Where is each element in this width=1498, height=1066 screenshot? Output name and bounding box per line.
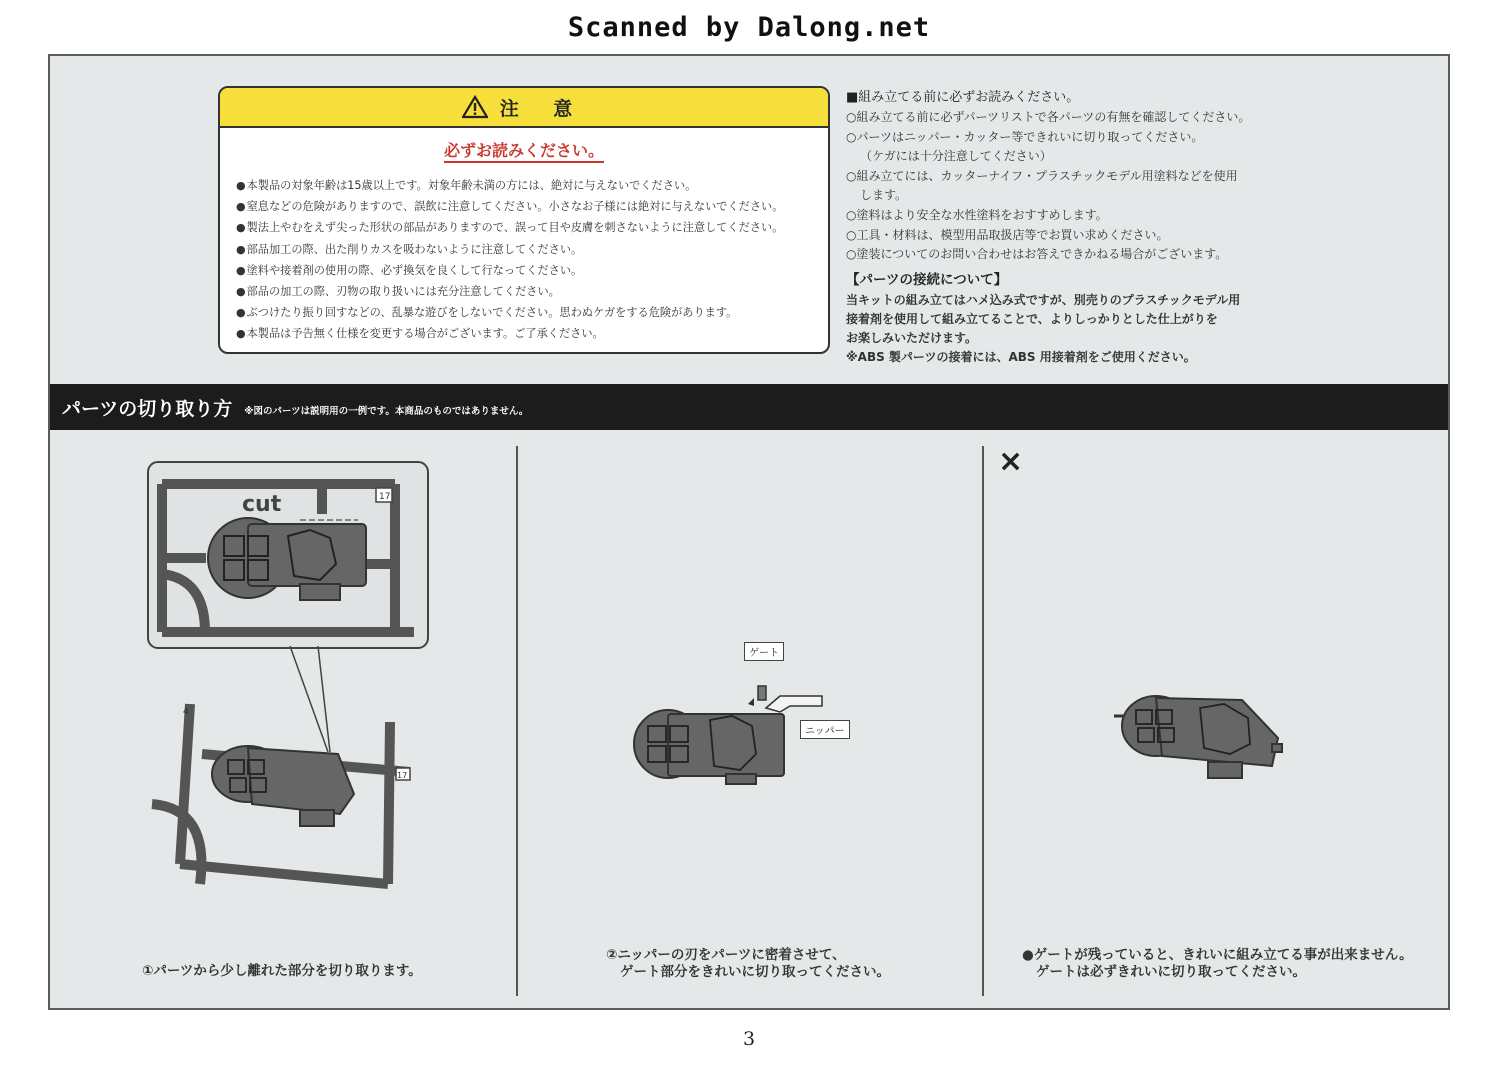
section-band — [50, 384, 1448, 430]
assembly-notes — [846, 88, 1406, 367]
step2-caption-line1: ②ニッパーの刃をパーツに密着させて、 — [606, 947, 846, 963]
step1-caption: ①パーツから少し離れた部分を切り取ります。 — [142, 963, 422, 979]
caution-list — [220, 175, 828, 345]
scan-credit: Scanned by Dalong.net — [567, 12, 931, 43]
incorrect-mark: × — [998, 444, 1024, 479]
nipper-label: ニッパー — [800, 720, 850, 739]
part-nipper — [634, 710, 784, 784]
panel-divider — [516, 446, 518, 996]
step2-caption-line2: ゲート部分をきれいに切り取ってください。 — [620, 964, 890, 980]
caution-item: ● 部品加工の際、出た削りカスを吸わないように注意してください。 — [236, 239, 828, 260]
caution-item: ● ぶつけたり振り回すなどの、乱暴な遊びをしないでください。思わぬケガをする危険があります。 — [236, 302, 828, 323]
note-item: ○パーツはニッパー・カッター等できれいに切り取ってください。 — [846, 129, 1204, 144]
note-item: ○塗料はより安全な水性塗料をおすすめします。 — [846, 207, 1108, 222]
caution-box — [218, 86, 830, 354]
section-title: パーツの切り取り方 — [62, 397, 233, 420]
cut-label: cut — [242, 492, 282, 517]
caution-item: ● 塗料や接着剤の使用の際、必ず換気を良くして行なってください。 — [236, 260, 828, 281]
gate-stub — [758, 686, 766, 700]
note-item: （ケガには十分注意してください） — [860, 149, 1052, 164]
warning-icon — [462, 95, 488, 119]
note-item: ○組み立てる前に必ずパーツリストで各パーツの有無を確認してください。 — [846, 110, 1251, 124]
connection-line: 当キットの組み立てはハメ込み式ですが、別売りのプラスチックモデル用 — [846, 292, 1241, 307]
caution-item: ● 部品の加工の際、刃物の取り扱いには充分注意してください。 — [236, 281, 828, 302]
note-item: ○組み立てには、カッターナイフ・プラスチックモデル用塗料などを使用 — [846, 168, 1238, 183]
runner-number-small: 4 — [183, 707, 189, 717]
caution-item: ● 本製品の対象年齢は15歳以上です。対象年齢未満の方には、絶対に与えないでください。 — [236, 175, 828, 196]
step3-caption-line1: ●ゲートが残っていると、きれいに組み立てる事が出来ません。 — [1022, 947, 1413, 963]
note-item: します。 — [860, 188, 908, 203]
connection-heading: 【パーツの接続について】 — [846, 271, 1008, 288]
section-note: ※図のパーツは説明用の一例です。本商品のものではありません。 — [244, 406, 529, 417]
nipper-blade — [766, 696, 822, 712]
caution-title: 注 意 — [499, 97, 587, 120]
part-on-runner — [212, 746, 354, 826]
runner-illustration — [140, 454, 440, 894]
connection-line: 接着剤を使用して組み立てることで、よりしっかりとした仕上がりを — [846, 311, 1218, 326]
runner-number-callout: 17 — [379, 492, 391, 502]
connection-line: ※ABS 製パーツの接着には、ABS 用接着剤をご使用ください。 — [846, 349, 1196, 364]
connection-line: お楽しみいただけます。 — [846, 330, 978, 345]
caution-item: ● 製法上やむをえず尖った形状の部品がありますので、誤って目や皮膚を刺さないように注意してください。 — [236, 217, 828, 238]
instruction-page — [48, 54, 1450, 1010]
caution-item: ● 本製品は予告無く仕様を変更する場合がございます。ご了承ください。 — [236, 323, 828, 344]
runner-number: 17 — [397, 771, 408, 780]
caution-header — [220, 88, 828, 128]
leftover-gate-illustration — [1112, 682, 1292, 792]
panel-divider — [982, 446, 984, 996]
step3-caption-line2: ゲートは必ずきれいに切り取ってください。 — [1036, 964, 1306, 980]
caution-subtitle: 必ずお読みください。 — [220, 138, 828, 161]
caution-item: ● 窒息などの危険がありますので、誤飲に注意してください。小さなお子様には絶対に与えないでください。 — [236, 196, 828, 217]
note-item: ○工具・材料は、模型用品取扱店等でお買い求めください。 — [846, 227, 1169, 242]
note-item: ○塗装についてのお問い合わせはお答えできかねる場合がございます。 — [846, 247, 1228, 262]
page-number: 3 — [742, 1028, 756, 1050]
notes-heading: ■組み立てる前に必ずお読みください。 — [846, 90, 1080, 105]
gate-label: ゲート — [744, 642, 784, 661]
